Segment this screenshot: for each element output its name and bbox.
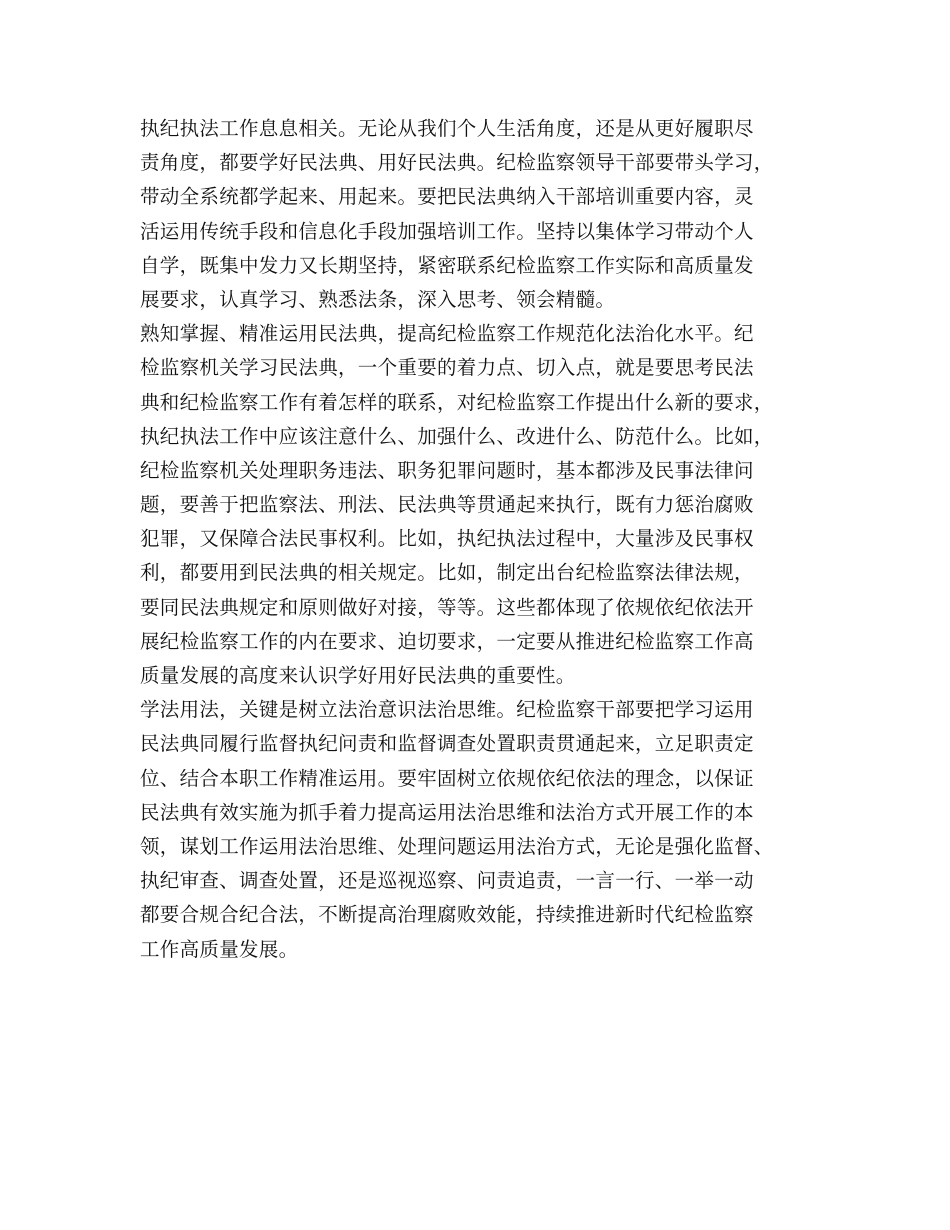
paragraph-2 <box>140 317 830 693</box>
text-line: 自学，既集中发力又长期坚持，紧密联系纪检监察工作实际和高质量发 <box>140 253 754 277</box>
text-line: 带动全系统都学起来、用起来。要把民法典纳入干部培训重要内容，灵 <box>140 185 754 209</box>
text-line: 展要求，认真学习、熟悉法条，深入思考、领会精髓。 <box>140 287 616 311</box>
text-line: 犯罪，又保障合法民事权利。比如，执纪执法过程中，大量涉及民事权 <box>140 527 754 551</box>
text-line: 纪检监察机关处理职务违法、职务犯罪问题时，基本都涉及民事法律问 <box>140 458 754 482</box>
text-line: 位、结合本职工作精准运用。要牢固树立依规依纪依法的理念，以保证 <box>140 766 754 790</box>
text-line: 要同民法典规定和原则做好对接，等等。这些都体现了依规依纪依法开 <box>140 595 754 619</box>
text-line: 执纪审查、调查处置，还是巡视巡察、问责追责，一言一行、一举一动 <box>140 869 754 893</box>
text-line: 民法典有效实施为抓手着力提高运用法治思维和法治方式开展工作的本 <box>140 800 754 824</box>
text-line: 工作高质量发展。 <box>140 937 299 961</box>
text-line: 熟知掌握、精准运用民法典，提高纪检监察工作规范化法治化水平。纪 <box>140 322 754 346</box>
paragraph-1 <box>140 112 830 317</box>
text-line: 执纪执法工作中应该注意什么、加强什么、改进什么、防范什么。比如， <box>140 424 774 448</box>
text-line: 民法典同履行监督执纪问责和监督调查处置职责贯通起来，立足职责定 <box>140 732 754 756</box>
text-line: 检监察机关学习民法典，一个重要的着力点、切入点，就是要思考民法 <box>140 356 754 380</box>
text-line: 展纪检监察工作的内在要求、迫切要求，一定要从推进纪检监察工作高 <box>140 629 754 653</box>
text-line: 典和纪检监察工作有着怎样的联系，对纪检监察工作提出什么新的要求， <box>140 390 774 414</box>
text-line: 都要合规合纪合法，不断提高治理腐败效能，持续推进新时代纪检监察 <box>140 903 754 927</box>
text-line: 执纪执法工作息息相关。无论从我们个人生活角度，还是从更好履职尽 <box>140 117 754 140</box>
text-line: 题，要善于把监察法、刑法、民法典等贯通起来执行，既有力惩治腐败 <box>140 493 754 517</box>
text-line: 责角度，都要学好民法典、用好民法典。纪检监察领导干部要带头学习， <box>140 151 774 175</box>
document-body <box>140 112 830 967</box>
text-line: 利，都要用到民法典的相关规定。比如，制定出台纪检监察法律法规， <box>140 561 754 585</box>
text-line: 活运用传统手段和信息化手段加强培训工作。坚持以集体学习带动个人 <box>140 219 754 243</box>
text-line: 质量发展的高度来认识学好用好民法典的重要性。 <box>140 664 576 687</box>
paragraph-3 <box>140 693 830 967</box>
text-line: 学法用法，关键是树立法治意识法治思维。纪检监察干部要把学习运用 <box>140 698 754 722</box>
text-line: 领，谋划工作运用法治思维、处理问题运用法治方式，无论是强化监督、 <box>140 834 774 858</box>
